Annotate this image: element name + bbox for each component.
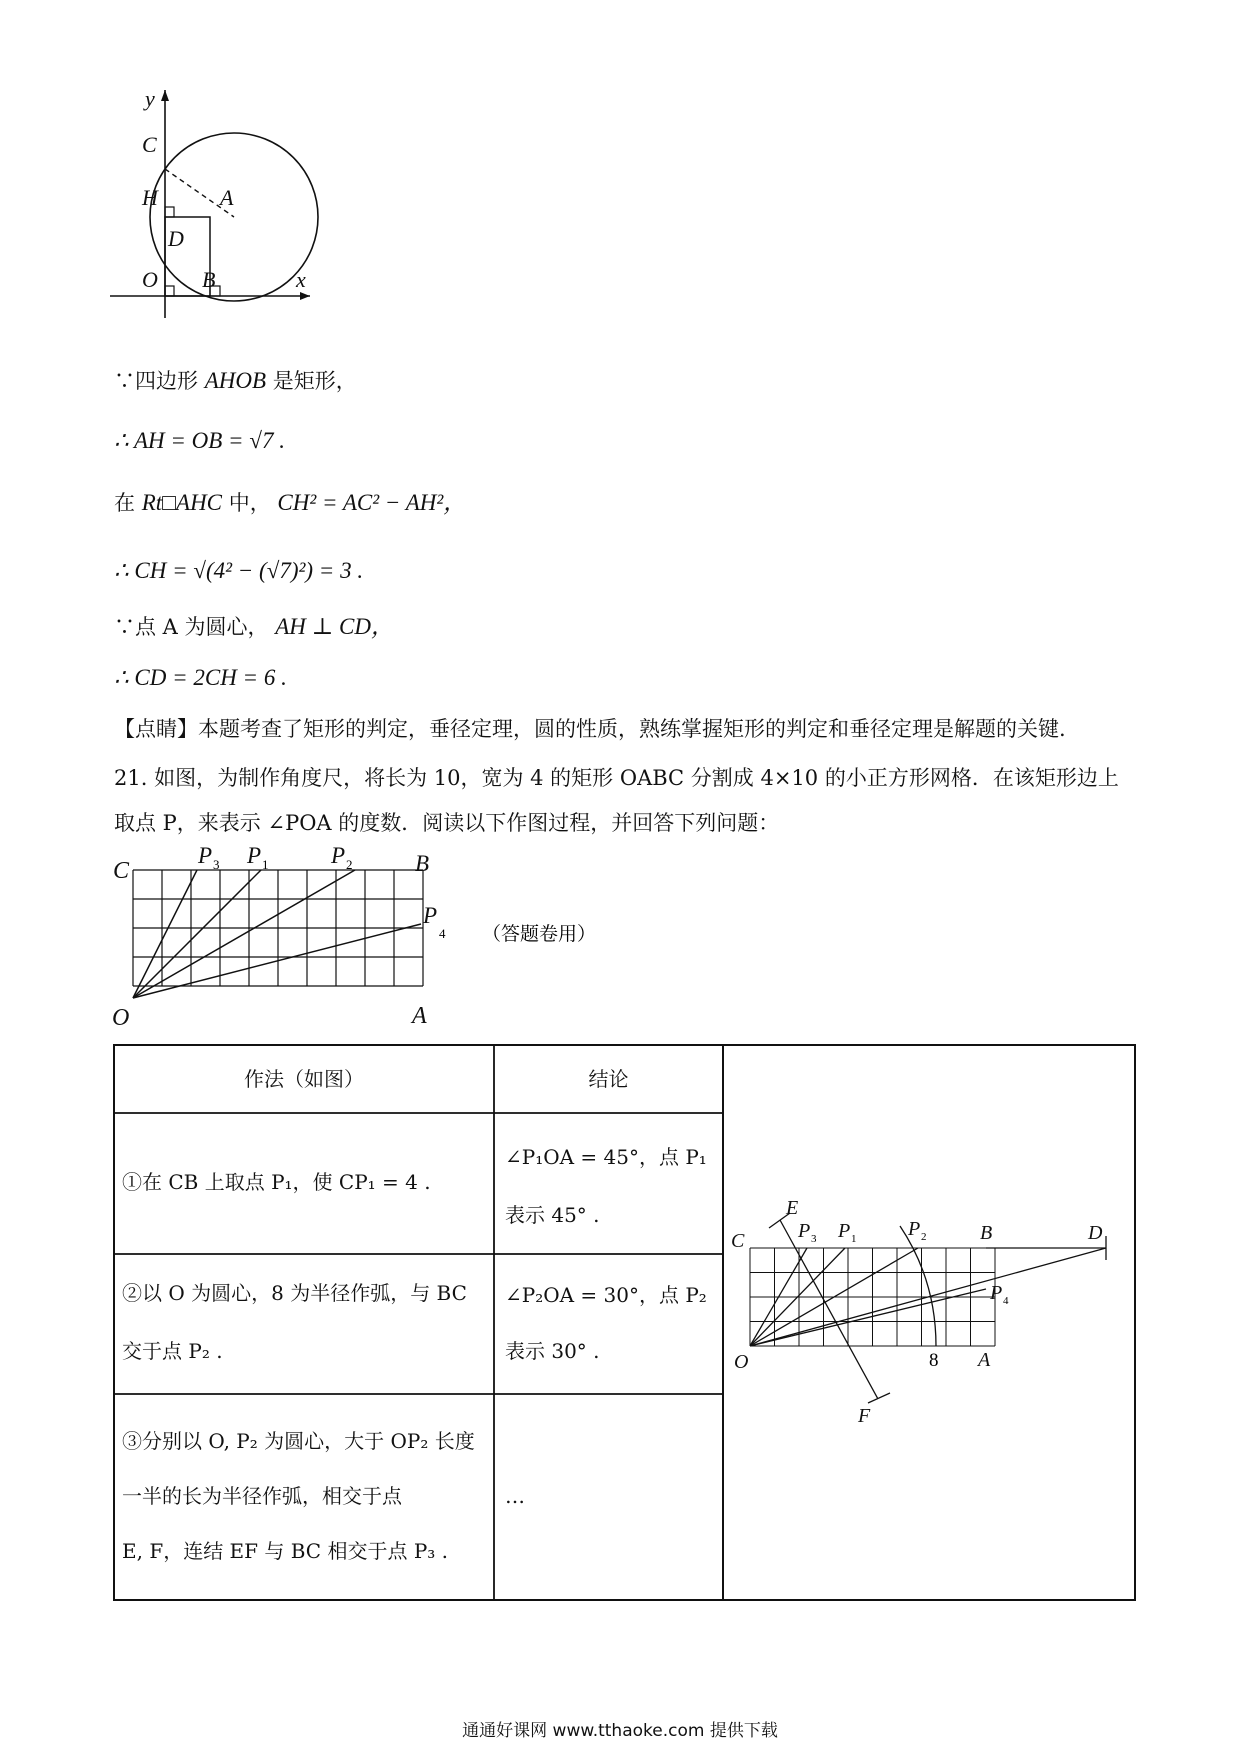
row3-method-b: 一半的长为半径作弧，相交于点	[122, 1484, 402, 1508]
fig2-label-p3-sub: 3	[213, 857, 220, 872]
fig3-label-p3: P	[798, 1220, 811, 1242]
fig1-label-c: C	[142, 132, 157, 157]
figure-construction	[728, 1190, 1128, 1430]
row2-method-b: 交于点 P₂ .	[122, 1339, 223, 1363]
fig2-label-o: O	[112, 1005, 130, 1031]
fig3-label-o: O	[734, 1351, 749, 1373]
q21-line-1: 21. 如图，为制作角度尺，将长为 10，宽为 4 的矩形 OABC 分割成 4×10 的小正方形网格．在该矩形边上	[114, 766, 1119, 790]
fig3-label-p1: P	[838, 1220, 851, 1242]
fig2-note: （答题卷用）	[482, 923, 597, 945]
q21-line-2: 取点 P，来表示 ∠POA 的度数．阅读以下作图过程，并回答下列问题：	[114, 811, 780, 835]
fig2-label-p2: P	[331, 845, 346, 868]
proof-line-1: ∵四边形 AHOB 是矩形，	[114, 368, 357, 393]
construction-grid-lines	[750, 1248, 995, 1346]
fig1-label-b: B	[202, 267, 216, 292]
fig2-label-p1-sub: 1	[262, 857, 269, 872]
fig3-label-a: A	[978, 1349, 991, 1371]
proof-line-6: ∴ CD = 2CH = 6 .	[114, 665, 287, 690]
fig2-label-p4: P	[423, 903, 438, 928]
fig2-label-p3: P	[198, 845, 213, 868]
fig1-label-x: x	[296, 267, 306, 292]
fig1-label-y: y	[145, 90, 155, 111]
table-header-conclusion: 结论	[588, 1067, 629, 1091]
row2-conclusion-a: ∠P₂OA = 30°，点 P₂	[505, 1283, 707, 1307]
fig3-label-p4-sub: 4	[1003, 1295, 1009, 1307]
fig2-label-p2-sub: 2	[346, 857, 353, 872]
fig3-label-p1-sub: 1	[851, 1233, 857, 1245]
row1-conclusion-b: 表示 45° .	[505, 1203, 600, 1227]
fig1-label-a: A	[220, 185, 234, 210]
row2-method-a: ②以 O 为圆心，8 为半径作弧，与 BC	[122, 1281, 467, 1305]
fig2-label-p1: P	[247, 845, 262, 868]
fig3-label-f: F	[858, 1405, 871, 1427]
fig2-label-a: A	[412, 1003, 427, 1029]
fig1-label-o: O	[142, 267, 158, 292]
proof-line-3: 在 Rt□AHC 中， CH² = AC² − AH²，	[114, 490, 467, 515]
row2-conclusion-b: 表示 30° .	[505, 1339, 600, 1363]
proof-line-4: ∴ CH = √(4² − (√7)²) = 3 .	[114, 558, 364, 583]
fig3-label-eight: 8	[929, 1350, 939, 1371]
fig3-label-p3-sub: 3	[811, 1233, 817, 1245]
fig2-label-p4-sub: 4	[439, 926, 446, 941]
row3-method-a: ③分别以 O, P₂ 为圆心，大于 OP₂ 长度	[122, 1429, 475, 1453]
fig3-label-d: D	[1088, 1222, 1103, 1244]
fig3-label-b: B	[980, 1222, 993, 1244]
row1-conclusion-a: ∠P₁OA = 45°，点 P₁	[505, 1145, 707, 1169]
fig3-label-p2: P	[908, 1218, 921, 1240]
fig3-label-p4: P	[990, 1282, 1003, 1304]
row1-method: ①在 CB 上取点 P₁，使 CP₁ = 4 .	[122, 1170, 431, 1194]
proof-line-5: ∵点 A 为圆心， AH ⊥ CD，	[114, 614, 394, 639]
row3-conclusion: …	[505, 1484, 525, 1508]
fig1-label-d: D	[168, 226, 184, 251]
comment-text: 本题考查了矩形的判定，垂径定理，圆的性质，熟练掌握矩形的判定和垂径定理是解题的关键.	[198, 717, 1066, 741]
proof-line-2: ∴ AH = OB = √7 .	[114, 428, 285, 453]
fig2-label-c: C	[113, 858, 130, 884]
fig3-label-p2-sub: 2	[921, 1231, 927, 1243]
fig3-label-e: E	[786, 1197, 799, 1219]
fig2-label-b: B	[415, 851, 430, 876]
fig1-label-h: H	[142, 185, 158, 210]
comment-tag: 【点睛】	[114, 717, 198, 741]
fig3-label-c: C	[731, 1230, 745, 1252]
table-header-method: 作法（如图）	[244, 1067, 364, 1091]
row3-method-c: E, F，连结 EF 与 BC 相交于点 P₃ .	[122, 1539, 449, 1563]
footer: 通通好课网 www.tthaoke.com 提供下载	[462, 1721, 778, 1741]
